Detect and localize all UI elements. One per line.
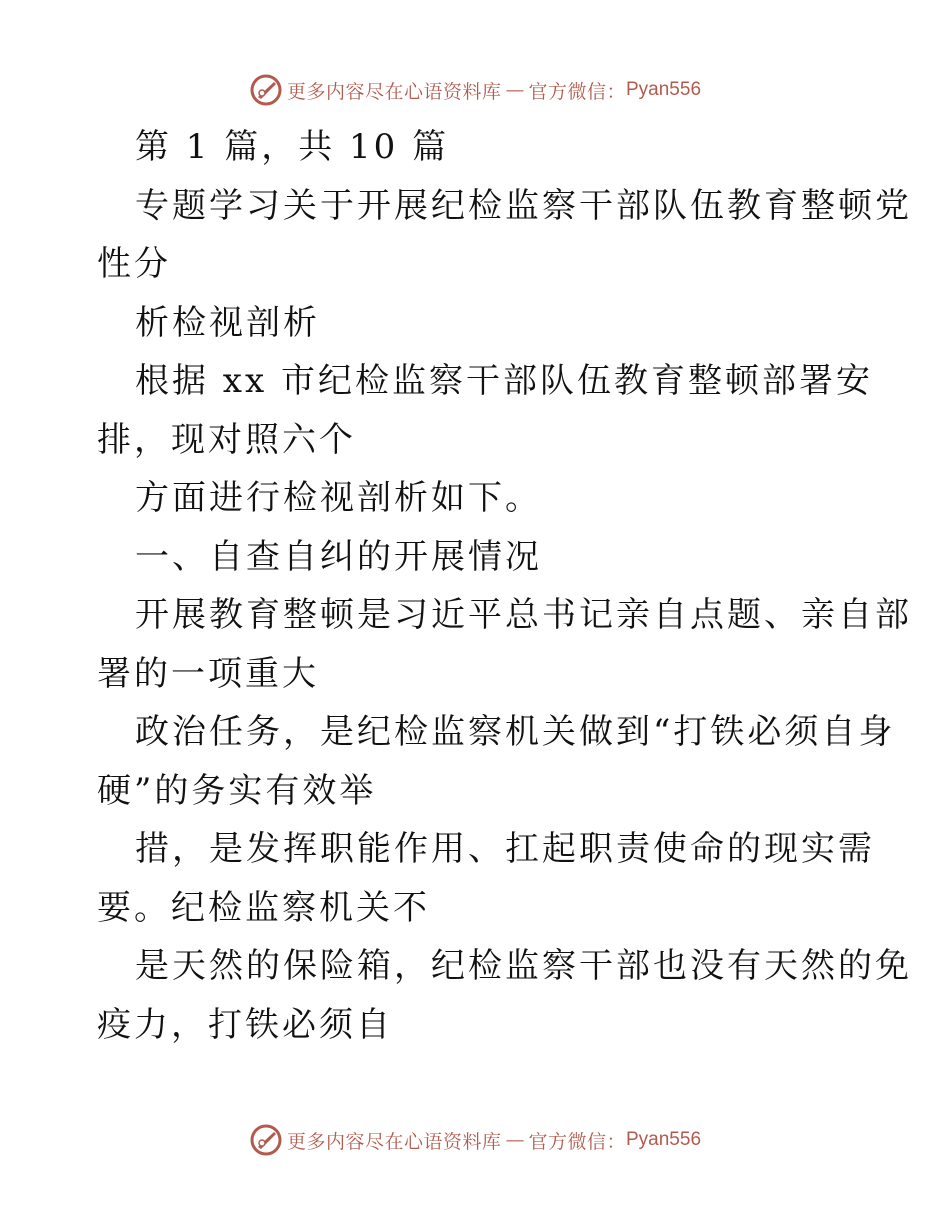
section-heading: 一、自查自纠的开展情况 xyxy=(135,536,542,577)
paragraph-line: 疫力，打铁必须自 xyxy=(97,1004,393,1045)
quill-logo-icon xyxy=(249,73,283,107)
paragraph-line: 方面进行检视剖析如下。 xyxy=(135,478,542,518)
paragraph-line: 是天然的保险箱，纪检监察干部也没有天然的免 xyxy=(135,946,912,986)
paragraph-line: 硬”的务实有效举 xyxy=(97,770,377,811)
document-body xyxy=(97,118,912,1054)
title-line-2: 性分 xyxy=(97,244,171,284)
header-watermark xyxy=(0,70,950,110)
watermark-contact-label: 官方微信： xyxy=(528,1130,626,1153)
page-counter: 第 1 篇，共 10 篇 xyxy=(135,127,450,167)
paragraph-line: 政治任务，是纪检监察机关做到“打铁必须自身 xyxy=(135,712,896,752)
paragraph-line: 措，是发挥职能作用、扛起职责使命的现实需 xyxy=(135,829,875,869)
watermark-contact-id: Pyan556 xyxy=(626,79,702,100)
watermark-text: 更多内容尽在心语资料库 xyxy=(286,80,502,103)
watermark-separator: — xyxy=(505,79,525,101)
paragraph-line: 排，现对照六个 xyxy=(97,419,356,460)
watermark-contact-id: Pyan556 xyxy=(626,1129,702,1150)
footer-watermark xyxy=(0,1120,950,1160)
paragraph-line: 开展教育整顿是习近平总书记亲自点题、亲自部 xyxy=(135,595,912,635)
watermark-contact-label: 官方微信： xyxy=(528,80,626,103)
title-line-1: 专题学习关于开展纪检监察干部队伍教育整顿党 xyxy=(135,185,912,226)
watermark-text: 更多内容尽在心语资料库 xyxy=(286,1130,502,1153)
quill-logo-icon xyxy=(249,1123,283,1157)
paragraph-line: 根据 xx 市纪检监察干部队伍教育整顿部署安 xyxy=(135,361,873,401)
title-line-3: 析检视剖析 xyxy=(135,302,320,343)
watermark-separator: — xyxy=(505,1129,525,1151)
paragraph-line: 署的一项重大 xyxy=(97,653,319,694)
paragraph-line: 要。纪检监察机关不 xyxy=(97,887,430,928)
